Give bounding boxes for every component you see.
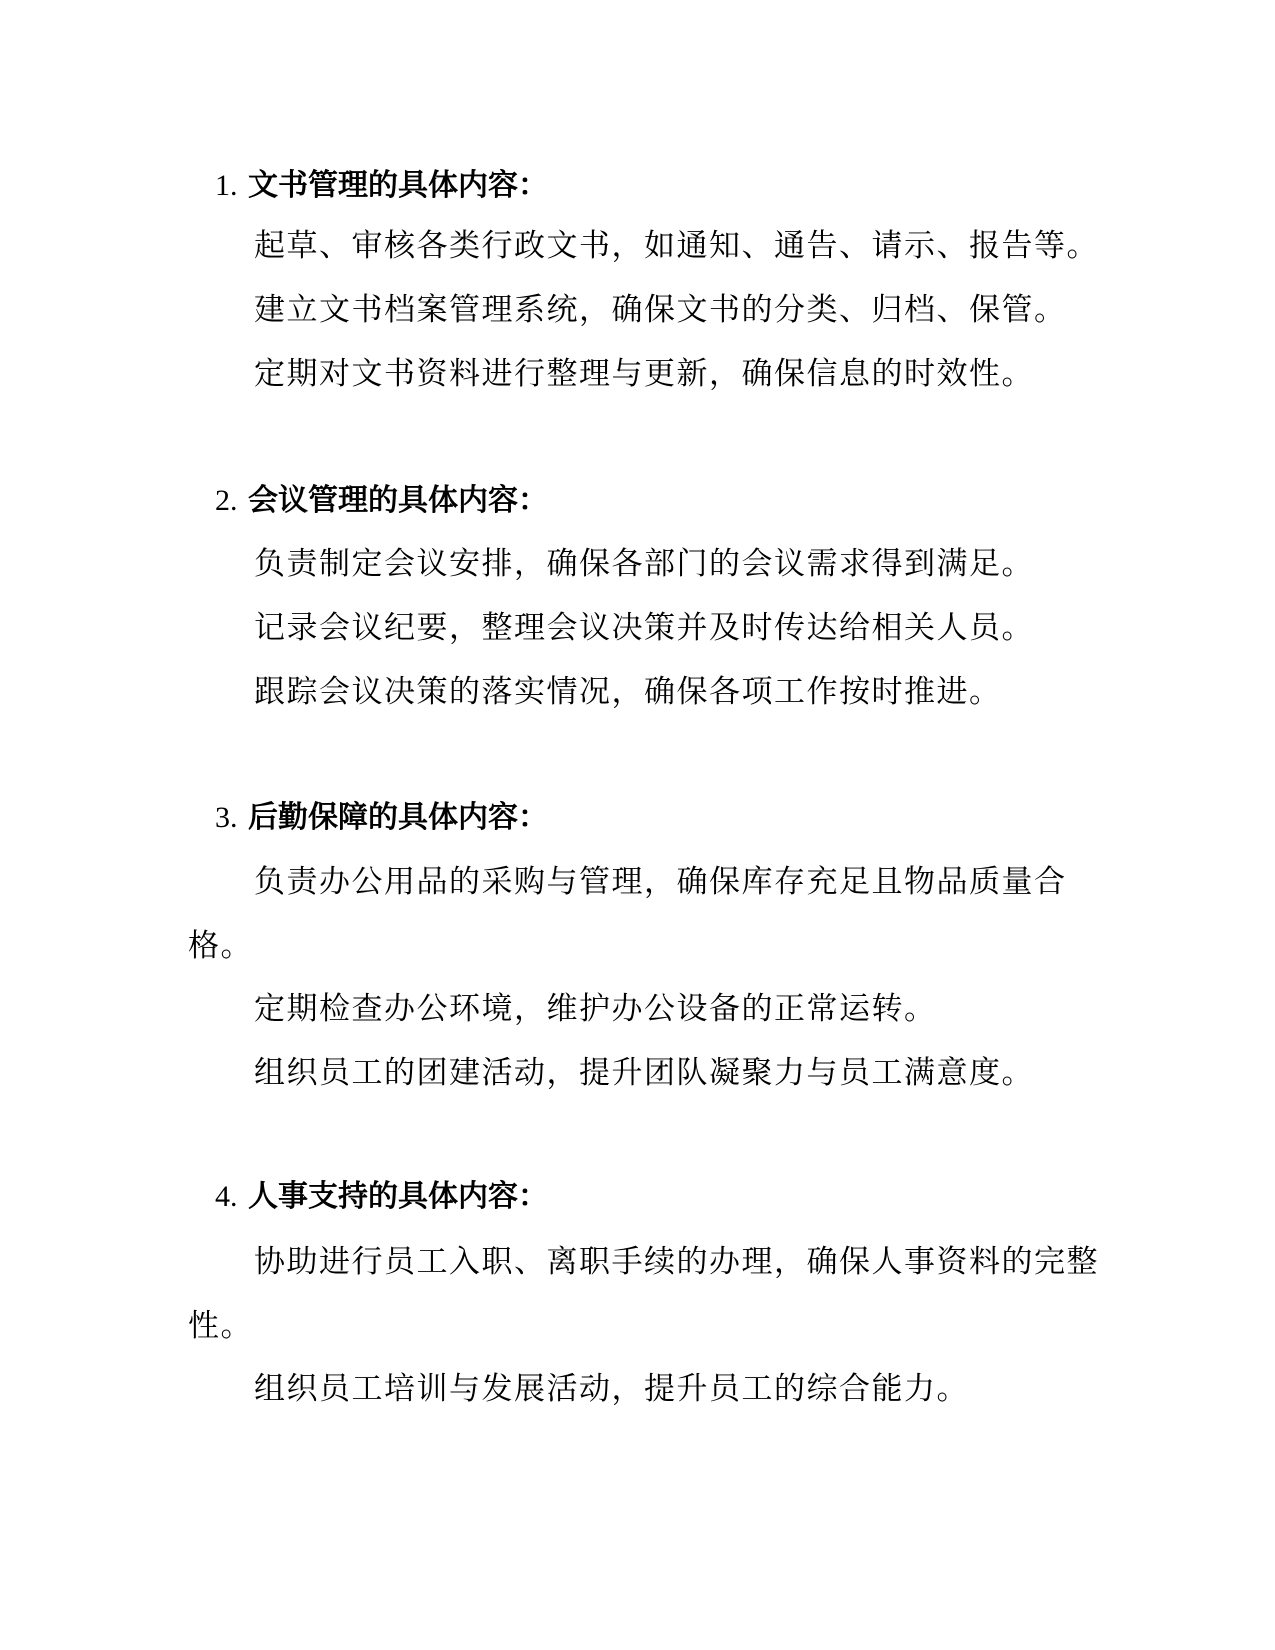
paragraph: 建立文书档案管理系统，确保文书的分类、归档、保管。 (254, 292, 1067, 328)
paragraph: 组织员工培训与发展活动，提升员工的综合能力。 (254, 1371, 969, 1407)
section-title: 会议管理的具体内容： (247, 483, 548, 518)
section-heading (215, 479, 548, 523)
paragraph: 协助进行员工入职、离职手续的办理，确保人事资料的完整性。 (188, 1244, 1099, 1344)
section-number: 3. (215, 801, 238, 834)
paragraph: 记录会议纪要，整理会议决策并及时传达给相关人员。 (254, 610, 1034, 646)
section-title: 人事支持的具体内容： (247, 1179, 548, 1214)
section-number: 1. (215, 169, 238, 202)
paragraph: 定期对文书资料进行整理与更新，确保信息的时效性。 (254, 356, 1034, 392)
paragraph: 起草、审核各类行政文书，如通知、通告、请示、报告等。 (254, 228, 1099, 264)
section-number: 2. (215, 484, 238, 517)
section-title: 后勤保障的具体内容： (247, 800, 548, 835)
paragraph: 跟踪会议决策的落实情况，确保各项工作按时推进。 (254, 674, 1002, 710)
section-number: 4. (215, 1180, 238, 1213)
paragraph: 定期检查办公环境，维护办公设备的正常运转。 (254, 991, 937, 1027)
paragraph: 组织员工的团建活动，提升团队凝聚力与员工满意度。 (254, 1055, 1034, 1091)
paragraph: 负责制定会议安排，确保各部门的会议需求得到满足。 (254, 546, 1034, 582)
section-heading (215, 796, 548, 840)
section-heading (215, 1175, 548, 1219)
section-title: 文书管理的具体内容： (247, 168, 548, 203)
section-heading (215, 164, 548, 208)
paragraph: 负责办公用品的采购与管理，确保库存充足且物品质量合格。 (188, 864, 1067, 964)
